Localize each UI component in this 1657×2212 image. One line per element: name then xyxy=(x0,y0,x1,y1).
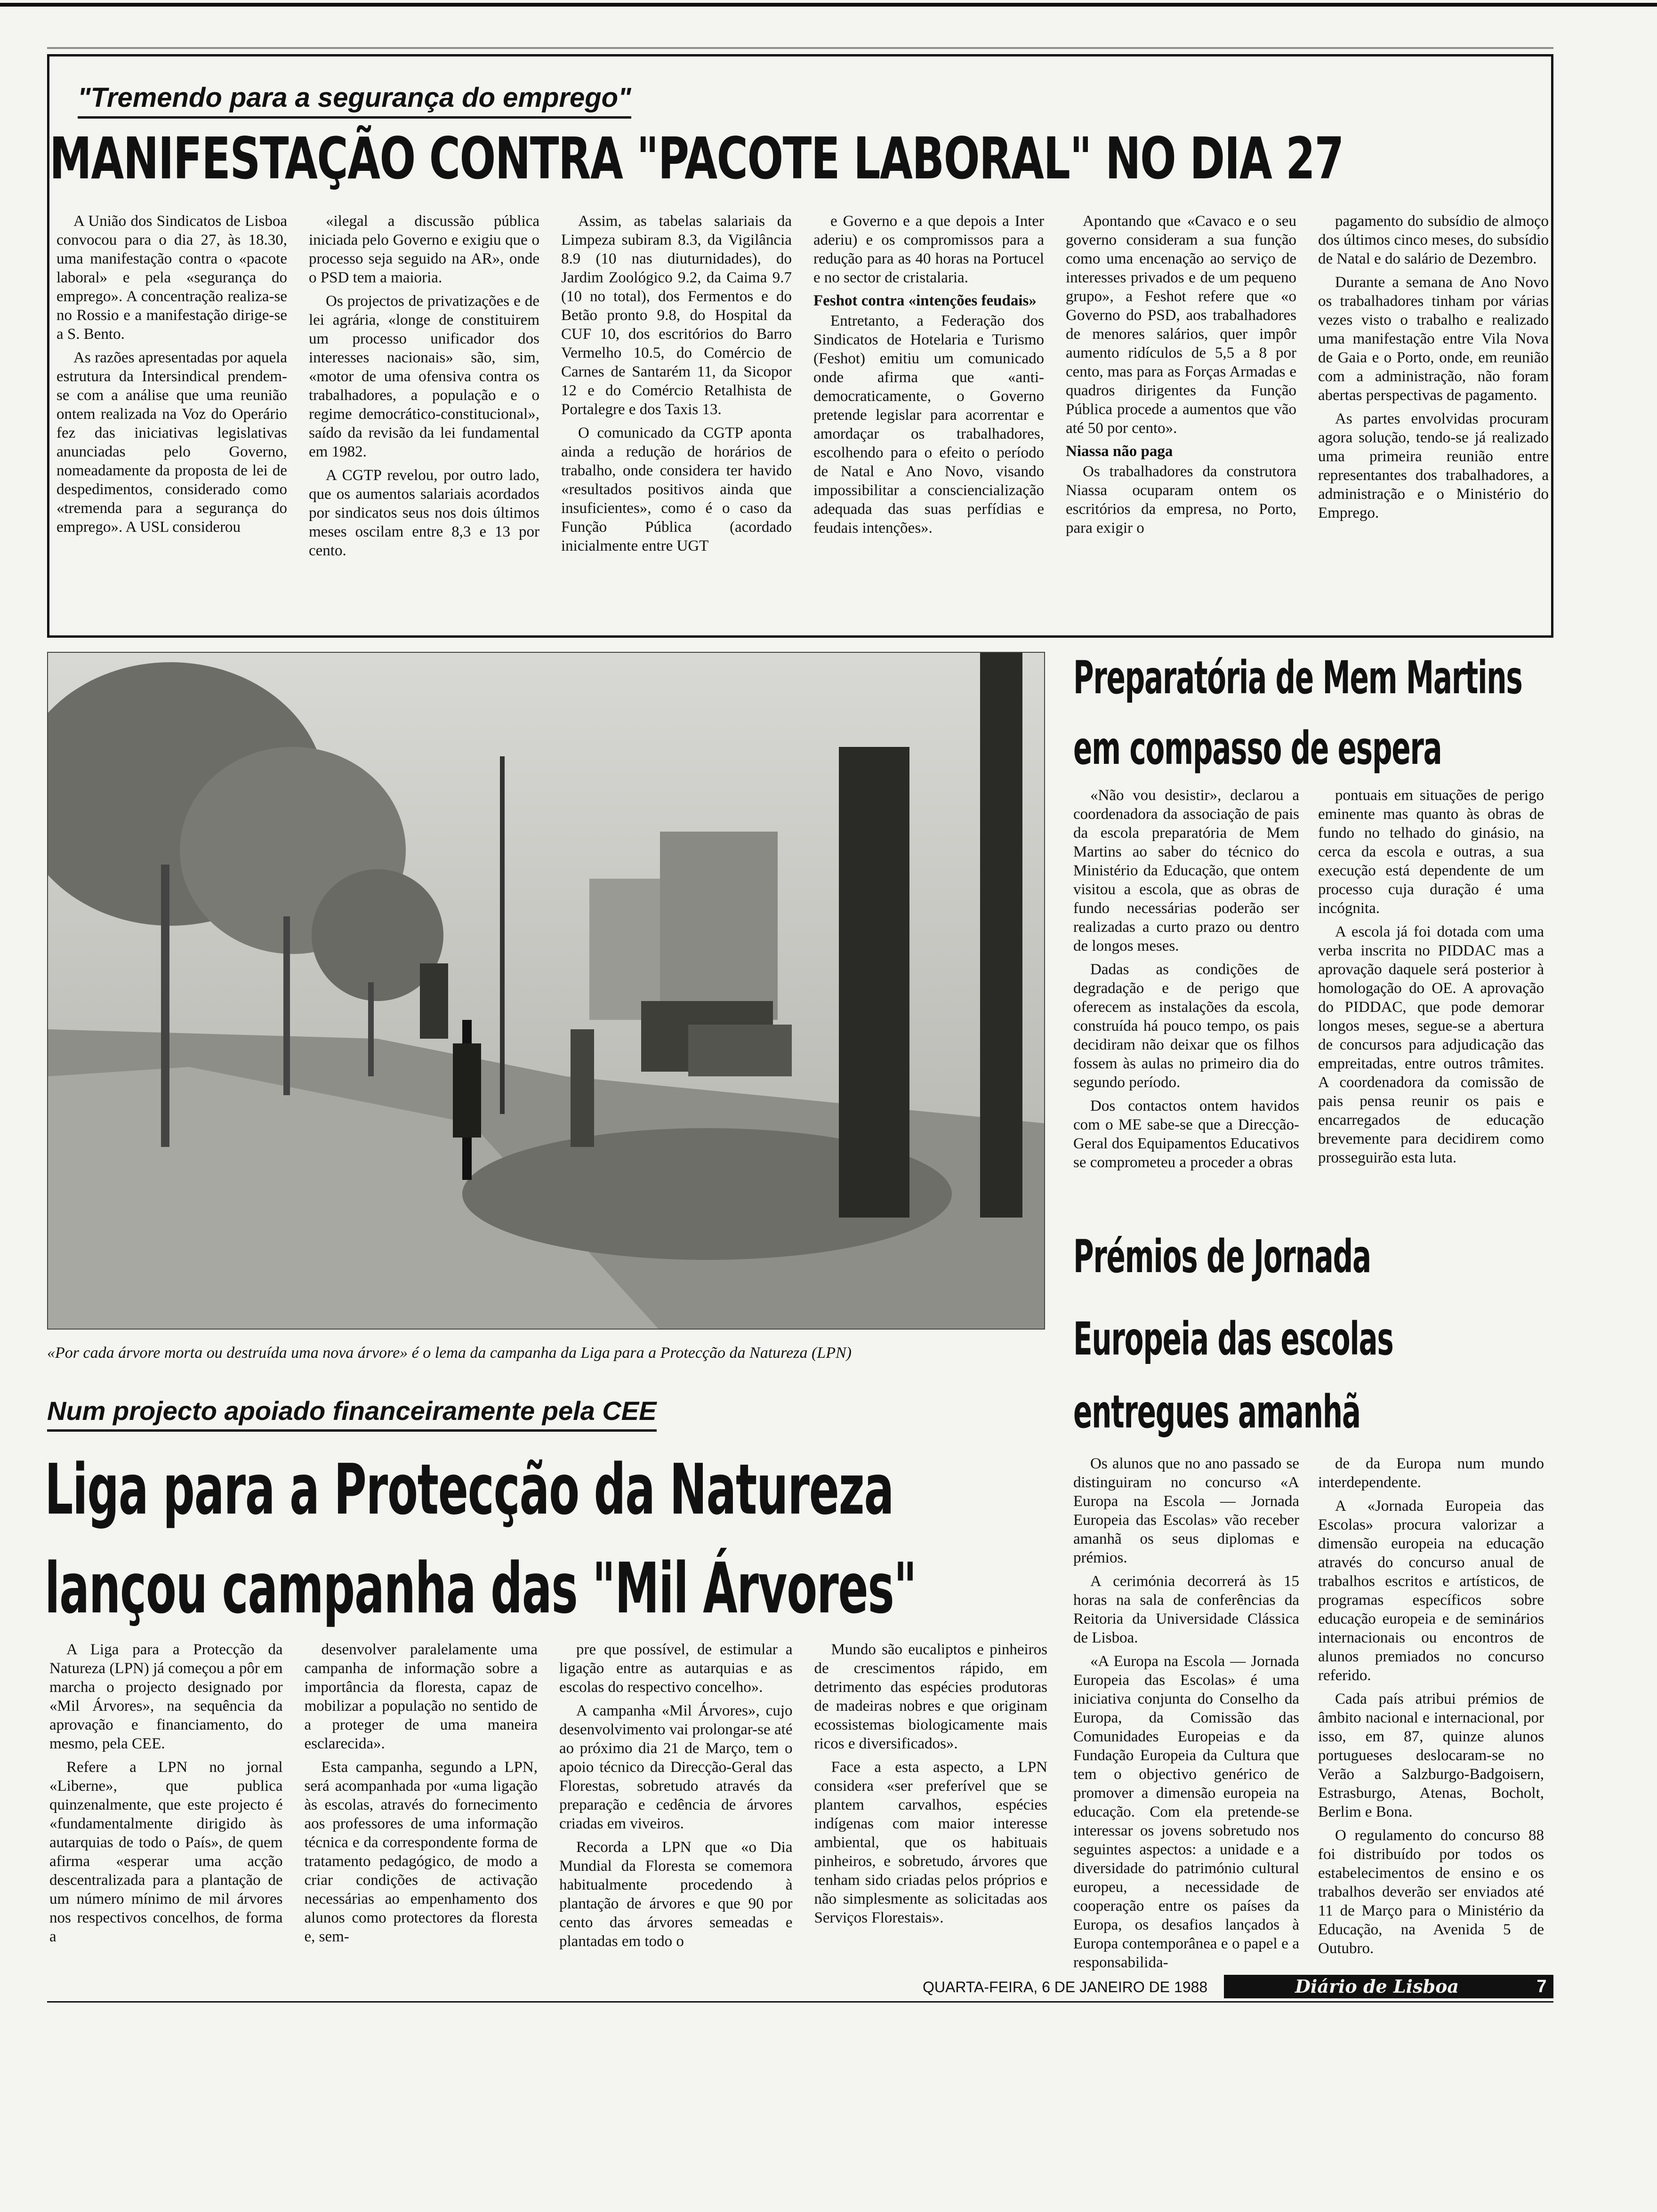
top-article-body xyxy=(56,212,1549,635)
paragraph: A campanha «Mil Árvores», cujo desenvolvimento vai prolongar-se até ao próximo dia 21 de Março, tem o apoio técnico da Direcção-Geral das Florestas, sobretudo através da preparação e cedência de árvores criadas em viveiros. xyxy=(559,1702,793,1832)
lpn-headline-2: lançou campanha das "Mil Árvores" xyxy=(45,1548,917,1629)
paragraph: pontuais em situações de perigo eminente mas quanto às obras de fundo no telhado do ginásio, na cerca da escola e outras, a sua execução está dependente de um processo cuja duração é uma incógnita. xyxy=(1318,787,1544,917)
paragraph: pre que possível, de estimular a ligação entre as autarquias e as escolas do respectivo concelho». xyxy=(559,1641,793,1696)
paragraph: Os trabalhadores da construtora Niassa ocuparam ontem os escritórios da empresa, no Porto, para exigir o xyxy=(1066,463,1296,537)
footer-rule xyxy=(47,2001,1553,2003)
mem-martins-headline-2: em compasso de espera xyxy=(1073,722,1442,775)
premios-body xyxy=(1073,1454,1544,1977)
top-col-1 xyxy=(56,212,287,635)
paragraph: e Governo e a que depois a Inter aderiu) e os compromissos para a redução para as 40 horas na Portucel e no sector de cristalaria. xyxy=(813,213,1044,286)
paragraph: As razões apresentadas por aquela estrutura da Intersindical prendem-se com a análise que uma reunião ontem realizada na Voz do Operário fez das iniciativas legislativas anunciadas pelo Governo, nomeadamente da proposta de lei de despedimentos, considerado como «tremenda para a segurança do emprego». A USL considerou xyxy=(56,349,287,536)
paragraph: pagamento do subsídio de almoço dos últimos cinco meses, do subsídio de Natal e do salário de Dezembro. xyxy=(1318,213,1549,267)
paragraph: A União dos Sindicatos de Lisboa convocou para o dia 27, às 18.30, uma manifestação contra o «pacote laboral» e pela «segurança do emprego». A concentração realiza-se no Rossio e a manifestação dirige-se a S. Bento. xyxy=(56,213,287,343)
lpn-col-3 xyxy=(559,1640,793,1979)
paragraph: «ilegal a discussão pública iniciada pelo Governo e exigiu que o processo seja seguido na AR», onde o PSD tem a maioria. xyxy=(309,213,539,286)
paragraph: O comunicado da CGTP aponta ainda a redução de horários de trabalho, onde considera ter havido «resultados positivos ainda que insuficientes», como é o caso da Função Pública (acordado inicialmente entre UGT xyxy=(561,425,792,554)
paragraph: As partes envolvidas procuram agora solução, tendo-se já realizado uma primeira reunião entre representantes dos trabalhadores, a administração e o Ministério do Emprego. xyxy=(1318,410,1549,521)
premios-headline-3: entregues amanhã xyxy=(1073,1386,1360,1438)
top-col-5 xyxy=(1066,212,1296,635)
paragraph: Esta campanha, segundo a LPN, será acompanhada por «uma ligação às escolas, através do fornecimento aos professores de uma informação técnica e da correspondente forma de tratamento pedagógico, de modo a criar condições de activação necessárias ao empenhamento dos alunos como protectores da floresta e, sem- xyxy=(304,1759,538,1945)
paragraph: desenvolver paralelamente uma campanha de informação sobre a importância da floresta, capaz de mobilizar a população no sentido de a proteger de uma maneira esclarecida». xyxy=(304,1641,538,1752)
paragraph: Dos contactos ontem havidos com o ME sabe-se que a Direcção-Geral dos Equipamentos Educativos se comprometeu a proceder a obras xyxy=(1073,1098,1299,1171)
paragraph: Mundo são eucaliptos e pinheiros de crescimentos rápido, em detrimento das espécies produtoras de madeiras nobres e que originam ecossistemas biologicamente mais ricos e diversificados». xyxy=(814,1641,1047,1752)
paragraph: Dadas as condições de degradação e de perigo que oferecem as instalações da escola, construída há pouco tempo, os pais decidiram não deixar que os filhos fossem às aulas no primeiro dia do segundo período. xyxy=(1073,961,1299,1091)
photo-caption: «Por cada árvore morta ou destruída uma nova árvore» é o lema da campanha da Liga para a Protecção da Natureza (LPN) xyxy=(47,1344,852,1362)
paragraph: A cerimónia decorrerá às 15 horas na sala de conferências da Reitoria da Universidade Clássica de Lisboa. xyxy=(1073,1573,1299,1646)
paragraph: A Liga para a Protecção da Natureza (LPN) já começou a pôr em marcha o projecto designado por «Mil Árvores», na sequência da aprovação e financiamento, do mesmo, pela CEE. xyxy=(49,1641,283,1752)
lpn-col-4 xyxy=(814,1640,1048,1979)
subhead-niassa: Niassa não paga xyxy=(1066,443,1173,460)
paragraph: A «Jornada Europeia das Escolas» procura valorizar a dimensão europeia na educação através do concurso anual de trabalhos escritos e artísticos, de programas específicos sobre educação europeia e de seminários internacionais ou encontros de alunos premiados no concurso referido. xyxy=(1318,1498,1544,1684)
premios-headline-1: Prémios de Jornada xyxy=(1073,1230,1371,1283)
top-col-4 xyxy=(813,212,1044,635)
paragraph: A escola já foi dotada com uma verba inscrita no PIDDAC mas a aprovação daquele será posterior à homologação do OE. A aprovação do PIDDAC, que pode demorar longos meses, segue-se a abertura de concursos para adjudicação das empreitadas, entre outros trâmites. A coordenadora da comissão de pais pensa reunir os pais e encarregados de educação brevemente para decidirem como prosseguirão esta luta. xyxy=(1318,923,1544,1166)
top-col-6 xyxy=(1318,212,1549,635)
page-number: 7 xyxy=(1530,1975,1553,1998)
paragraph: A CGTP revelou, por outro lado, que os aumentos salariais acordados por sindicatos seus nos dois últimos meses oscilam entre 8,3 e 13 por cento. xyxy=(309,467,539,559)
paragraph: Os projectos de privatizações e de lei agrária, «longe de constituirem um processo unificador dos interesses nacionais» são, sim, «motor de uma ofensiva contra os trabalhadores, a população e o regime democrático-constitucional», saído da revisão da lei fundamental em 1982. xyxy=(309,293,539,460)
premios-headline-2: Europeia das escolas xyxy=(1073,1313,1393,1365)
lpn-col-2 xyxy=(305,1640,538,1979)
top-article-headline: MANIFESTAÇÃO CONTRA "PACOTE LABORAL" NO DIA 27 xyxy=(49,125,1343,192)
street-photo-illustration xyxy=(48,653,1045,1330)
top-col-3 xyxy=(561,212,792,635)
top-scan-edge xyxy=(0,3,1657,7)
paragraph: O regulamento do concurso 88 foi distribuído por todos os estabelecimentos de ensino e os trabalhos deverão ser enviados até 11 de Março para o Ministério da Educação, na Avenida 5 de Outubro. xyxy=(1318,1827,1544,1957)
mem-martins-col-1 xyxy=(1073,786,1299,1210)
paragraph: Recorda a LPN que «o Dia Mundial da Floresta se comemora habitualmente procedendo à plantação de árvores e que 90 por cento das árvores semeadas e plantadas em todo o xyxy=(559,1839,793,1950)
top-article-kicker: "Tremendo para a segurança do emprego" xyxy=(78,82,631,119)
paragraph: Face a esta aspecto, a LPN considera «ser preferível que se plantem carvalhos, espécies indígenas com maior interesse ambiental, que os habituais pinheiros, e sobretudo, árvores que tenham sido criadas pelos próprios e não simplesmente as solicitadas aos Serviços Florestais». xyxy=(814,1759,1047,1926)
paragraph: Durante a semana de Ano Novo os trabalhadores tinham por várias vezes visto o trabalho e realizado uma manifestação entre Vila Nova de Gaia e o Porto, onde, em reunião com a administração, não foram abertas perspectivas de pagamento. xyxy=(1318,274,1549,404)
footer-masthead: Diário de Lisboa xyxy=(1224,1975,1530,1998)
paragraph: Apontando que «Cavaco e o seu governo consideram a sua função como uma encenação ao serviço de interesses privados e de um pequeno grupo», a Feshot refere que «o Governo do PSD, aos trabalhadores de menores salários, quer impôr aumento ridículos de 5,5 a 8 por cento, mas para as Forças Armadas e quadros dirigentes da Função Pública procede a aumentos que vão até 50 por cento». xyxy=(1066,213,1296,437)
premios-col-1 xyxy=(1073,1454,1299,1977)
paragraph: «Não vou desistir», declarou a coordenadora da associação de pais da escola preparatória de Mem Martins ao saber do técnico do Ministério da Educação, que ontem visitou a escola, que as obras de fundo necessárias poderão ser realizadas a curto prazo ou dentro de longos meses. xyxy=(1073,787,1299,954)
footer-date: QUARTA-FEIRA, 6 DE JANEIRO DE 1988 xyxy=(923,1979,1208,1996)
premios-col-2 xyxy=(1318,1454,1544,1977)
paragraph: Entretanto, a Federação dos Sindicatos de Hotelaria e Turismo (Feshot) emitiu um comunicado onde afirma que «anti-democraticamente, o Governo pretende legislar para acorrentar e amordaçar os trabalhadores, escolhendo para o efeito o período de Natal e Ano Novo, visando impossibilitar a consciencialização adequada das suas perfídias e feudais intenções». xyxy=(813,313,1044,537)
lpn-kicker: Num projecto apoiado financeiramente pela CEE xyxy=(47,1395,657,1432)
paragraph: Os alunos que no ano passado se distinguiram no concurso «A Europa na Escola — Jornada Europeia das Escolas» vão receber amanhã os seus diplomas e prémios. xyxy=(1073,1455,1299,1566)
paragraph: de da Europa num mundo interdependente. xyxy=(1318,1455,1544,1491)
paragraph: «A Europa na Escola — Jornada Europeia das Escolas» é uma iniciativa conjunta do Conselho da Europa, da Comissão das Comunidades Europeias e da Fundação Europeia da Cultura que tem o objectivo genérico de promover a dimensão europeia na educação. Com ela pretende-se interessar os jovens sobretudo nos seguintes aspectos: a unidade e a diversidade do património cultural europeu, a necessidade de cooperação entre os países da Europa, os desafios lançados à Europa contemporânea e o papel e a responsabilida- xyxy=(1073,1653,1299,1971)
lpn-body xyxy=(49,1640,1047,1979)
lpn-headline-1: Liga para a Protecção da Natureza xyxy=(45,1449,894,1530)
bleed-through-line xyxy=(47,47,1553,49)
top-col-2 xyxy=(309,212,539,635)
street-photo xyxy=(47,652,1045,1330)
subhead-feshot: Feshot contra «intenções feudais» xyxy=(813,292,1037,309)
paragraph: Refere a LPN no jornal «Liberne», que publica quinzenalmente, que este projecto é «fundamentalmente dirigido às autarquias de todo o País», de quem afirma «esperar uma acção descentralizada para a plantação de um número mínimo de mil árvores nos respectivos concelhos, de forma a xyxy=(49,1759,283,1945)
lpn-col-1 xyxy=(49,1640,283,1979)
paragraph: Assim, as tabelas salariais da Limpeza subiram 8.3, da Vigilância 8.9 (10 nas diuturnidades), do Jardim Zoológico 9.2, da Caima 9.7 (10 no total), dos Fermentos e do Betão pronto 9.8, do Hospital da CUF 10, dos escritórios do Barro Vermelho 10.5, do Comércio de Carnes de Santarém 11, da Sicopor 12 e do Comércio Retalhista de Portalegre e dos Taxis 13. xyxy=(561,213,792,418)
paragraph: Cada país atribui prémios de âmbito nacional e internacional, por isso, em 87, quinze alunos portugueses deslocaram-se no Verão a Salzburgo-Badgoisern, Estrasburgo, Atenas, Bocholt, Berlim e Bona. xyxy=(1318,1691,1544,1820)
mem-martins-col-2 xyxy=(1318,786,1544,1210)
mem-martins-headline-1: Preparatória de Mem Martins xyxy=(1073,651,1522,704)
mem-martins-body xyxy=(1073,786,1544,1210)
